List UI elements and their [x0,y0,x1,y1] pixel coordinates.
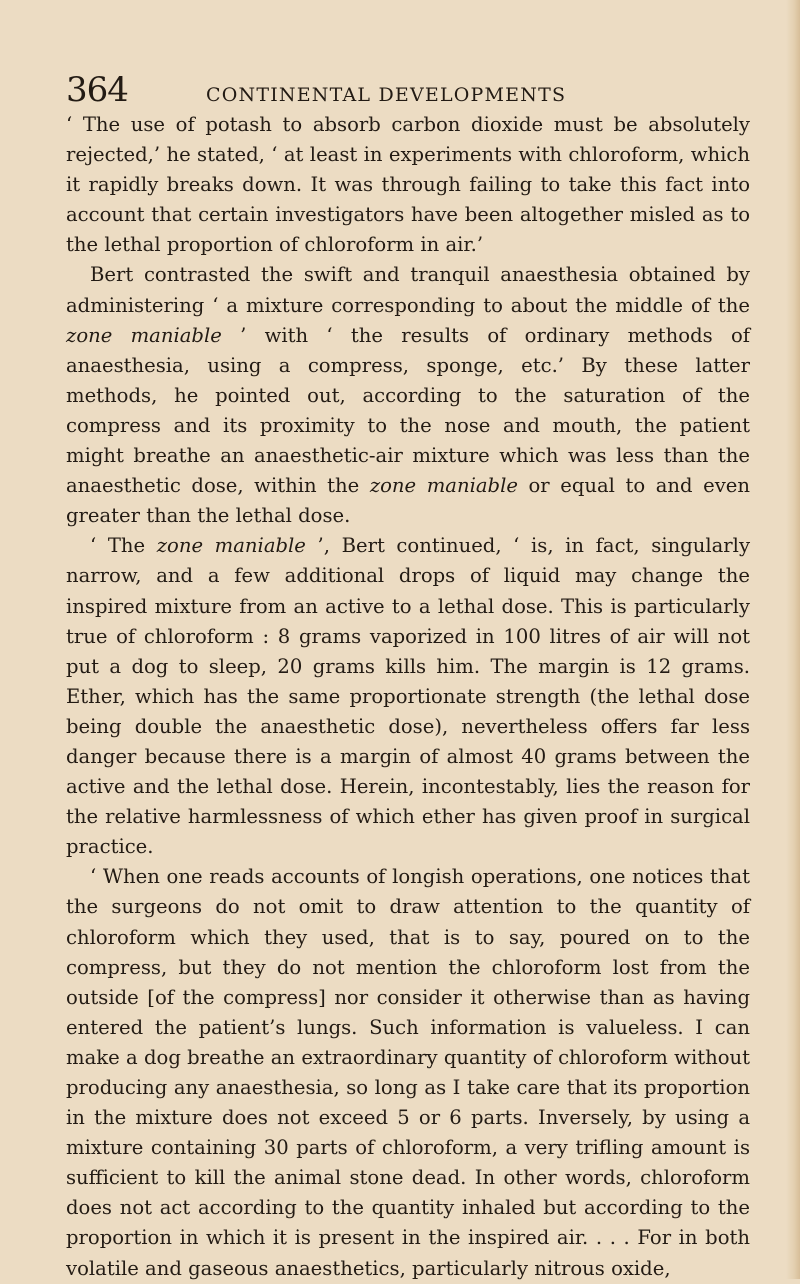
paragraph-text: ’, Bert continued, ‘ is, in fact, singularly narrow, and a few additional drops of liquid may change the inspired mixture from an active to a lethal dose. This is particularly true of chloroform : 8 grams vaporized in 100 litres of air will not put a dog to sleep, 20 grams kills him. The margin is 12 grams. Ether, which has the same proportionate strength (the lethal dose being double the anaesthetic dose), nevertheless offers far less danger because there is a margin of almost 40 grams between the active and the lethal dose. Herein, incontestably, lies the reason for the relative harmlessness of which ether has given proof in surgical practice. [66,534,751,859]
paragraph-text: ‘ The use of potash to absorb carbon dioxide must be absolutely rejected,’ he stated, ‘ at least in experiments with chloroform, which it rapidly breaks down. It was through failing to take this fact into account that certain investigators have been altogether misled as to the lethal proportion of chloroform in air.’ [66,113,750,257]
paragraph-2 [66,260,750,531]
page-edge-shadow [786,0,800,1279]
book-page [66,70,750,1284]
paragraph-3 [66,531,750,862]
page-number: 364 [66,70,128,110]
italic-term: zone maniable [369,474,518,498]
paragraph-text: ’ with ‘ the results of ordinary methods of anaesthesia, using a compress, sponge, etc.’ By these latter methods, he pointed out, according to the saturation of the compress and its proximity to the nose and mouth, the patient might breathe an anaesthetic-air mixture which was less than the anaesthetic dose, within the [66,323,750,498]
paragraph-text: ‘ The [90,534,157,558]
paragraph-text: ‘ When one reads accounts of longish operations, one notices that the surgeons do not omit to draw attention to the quantity of chloroform which they used, that is to say, poured on to the compress, but they do not mention the chloroform lost from the outside [of the compress] nor consider it otherwise than as having entered the patient’s lungs. Such information is valueless. I can make a dog breathe an extraordinary quantity of chloroform without producing any anaesthesia, so long as I take care that its proportion in the mixture does not exceed 5 or 6 parts. Inversely, by using a mixture containing 30 parts of chloroform, a very trifling amount is sufficient to kill the animal stone dead. In other words, chloroform does not act according to the quantity inhaled but according to the proportion in which it is present in the inspired air. . . . For in both volatile and gaseous anaesthetics, particularly nitrous oxide, [66,865,750,1280]
running-head: CONTINENTAL DEVELOPMENTS [206,84,567,106]
paragraph-text: or equal to and even greater than the lethal dose. [66,474,751,528]
italic-term: zone maniable [156,534,306,558]
page-header [66,70,750,110]
paragraph-1 [66,110,750,260]
body-text [66,110,750,1284]
italic-term: zone maniable [66,323,222,347]
paragraph-4 [66,862,750,1283]
paragraph-text: Bert contrasted the swift and tranquil anaesthesia obtained by administering ‘ a mixture corresponding to about the middle of the [66,263,750,317]
